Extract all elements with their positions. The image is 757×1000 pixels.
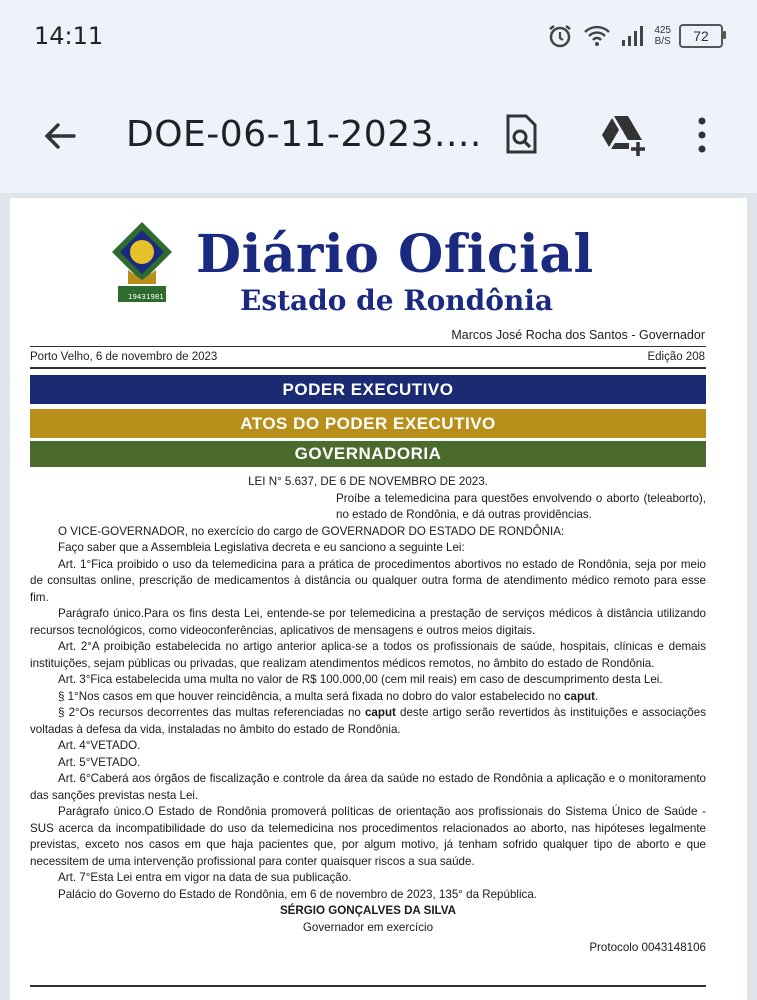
paragraph: Faço saber que a Assembleia Legislativa decreta e eu sanciono a seguinte Lei: (58, 541, 465, 554)
battery-indicator (679, 24, 723, 48)
signer-name: SÉRGIO GONÇALVES DA SILVA (279, 904, 457, 917)
battery-level: 72 (693, 28, 709, 44)
article-4: Art. 4°VETADO. (58, 739, 141, 752)
more-vert-icon[interactable] (692, 112, 712, 158)
back-arrow-icon[interactable] (38, 114, 82, 158)
search-document-icon[interactable] (498, 112, 544, 158)
law-text (30, 474, 706, 957)
edition-number: Edição 208 (647, 351, 705, 363)
article-5: Art. 5°VETADO. (58, 755, 141, 769)
article-2: Art. 2°A proibição estabelecida no artigo anterior aplica-se a todos os profissionais de saúde, hospitais, clínicas e demais instituições, sejam públicas ou privadas, que realizam atendimentos médicos remotos, no âmbito do estado de Rondônia. (30, 640, 706, 670)
network-speed (654, 25, 671, 47)
governor-line: Marcos José Rocha dos Santos - Governador (451, 328, 705, 342)
section-1-text: § 1°Nos casos em que houver reincidência, a multa será fixada no dobro do valor estabelecido no (58, 689, 565, 703)
wifi-icon (582, 23, 612, 49)
section-2 (30, 705, 706, 738)
section-band-governadoria: GOVERNADORIA (30, 441, 706, 467)
logo-year-left: 1943 (128, 293, 146, 301)
divider (30, 346, 706, 347)
divider (30, 367, 706, 369)
masthead-subtitle: Estado de Rondônia (240, 284, 554, 317)
article-1: Art. 1°Fica proibido o uso da telemedicina para a prática de procedimentos abortivos no estado de Rondônia, seja por meio de consultas online, prescrição de medicamentos à distância ou qualquer outra forma de atendimento médico remoto para esse fim. (30, 557, 706, 604)
section-2-end: deste artigo serão revertidos às instituições e associações voltadas à defesa da vida, instaladas no âmbito do estado de Rondônia. (30, 706, 706, 736)
section-2-text: § 2°Os recursos decorrentes das multas referenciadas no (58, 706, 365, 719)
masthead-title: Diário Oficial (196, 224, 594, 285)
status-icons (546, 22, 723, 50)
bottom-rule (30, 985, 706, 987)
paragraph-unico-1: Parágrafo único.Para os fins desta Lei, entende-se por telemedicina a prestação de serviços médicos à distância utilizando recursos tecnológicos, como videoconferências, aplicativos de mensagens e outros meios digitais. (30, 607, 706, 637)
section-band-poder-executivo: PODER EXECUTIVO (30, 375, 706, 404)
section-band-atos: ATOS DO PODER EXECUTIVO (30, 409, 706, 438)
place-date: Porto Velho, 6 de novembro de 2023 (30, 351, 218, 363)
document-page[interactable] (10, 198, 747, 1000)
signer-role: Governador em exercício (302, 920, 434, 934)
speed-unit: B/S (654, 36, 671, 47)
section-1-end: . (594, 689, 599, 703)
caput-term: caput (364, 706, 396, 719)
paragraph: O VICE-GOVERNADOR, no exercício do cargo de GOVERNADOR DO ESTADO DE RONDÔNIA: (58, 524, 565, 538)
section-1 (30, 689, 706, 706)
speed-value: 425 (654, 25, 671, 36)
paragraph-unico-6: Parágrafo único.O Estado de Rondônia promoverá políticas de orientação aos profissionais do Sistema Único de Saúde - SUS acerca da incompatibilidade do uso da telemedicina nos procedimentos relacionados ao aborto, nas hipóteses legalmente previstas, exceto nos casos em que haja pacientes que, por algum motivo, já tenham sofrido qualquer tipo de aborto e que necessitem de uma intervenção profissional para conter quaisquer riscos a sua saúde. (30, 805, 706, 868)
app-bar (0, 78, 757, 193)
protocol-number: Protocolo 0043148106 (589, 941, 706, 954)
drive-add-icon[interactable] (598, 112, 648, 158)
caput-term: caput (564, 689, 595, 703)
alarm-icon (546, 22, 574, 50)
status-bar (0, 0, 757, 78)
signal-icon (620, 24, 646, 48)
palace-line: Palácio do Governo do Estado de Rondônia, em 6 de novembro de 2023, 135° da República. (58, 887, 538, 901)
article-6: Art. 6°Caberá aos órgãos de fiscalização e controle da área da saúde no estado de Rondônia a aplicação e o monitoramento das sanções previstas nesta Lei. (30, 772, 706, 802)
law-ementa: Proíbe a telemedicina para questões envolvendo o aborto (teleaborto), no estado de Rondônia, e dá outras providências. (336, 491, 706, 521)
law-title: LEI N° 5.637, DE 6 DE NOVEMBRO DE 2023. (248, 475, 488, 488)
logo-year-right: 1981 (146, 293, 164, 301)
status-time: 14:11 (34, 22, 104, 50)
article-3: Art. 3°Fica estabelecida uma multa no valor de R$ 100.000,00 (cem mil reais) em caso de descumprimento desta Lei. (58, 673, 663, 686)
state-coat-of-arms-logo (108, 220, 176, 310)
article-7: Art. 7°Esta Lei entra em vigor na data de sua publicação. (58, 871, 352, 884)
document-title: DOE-06-11-2023.... (126, 114, 482, 155)
